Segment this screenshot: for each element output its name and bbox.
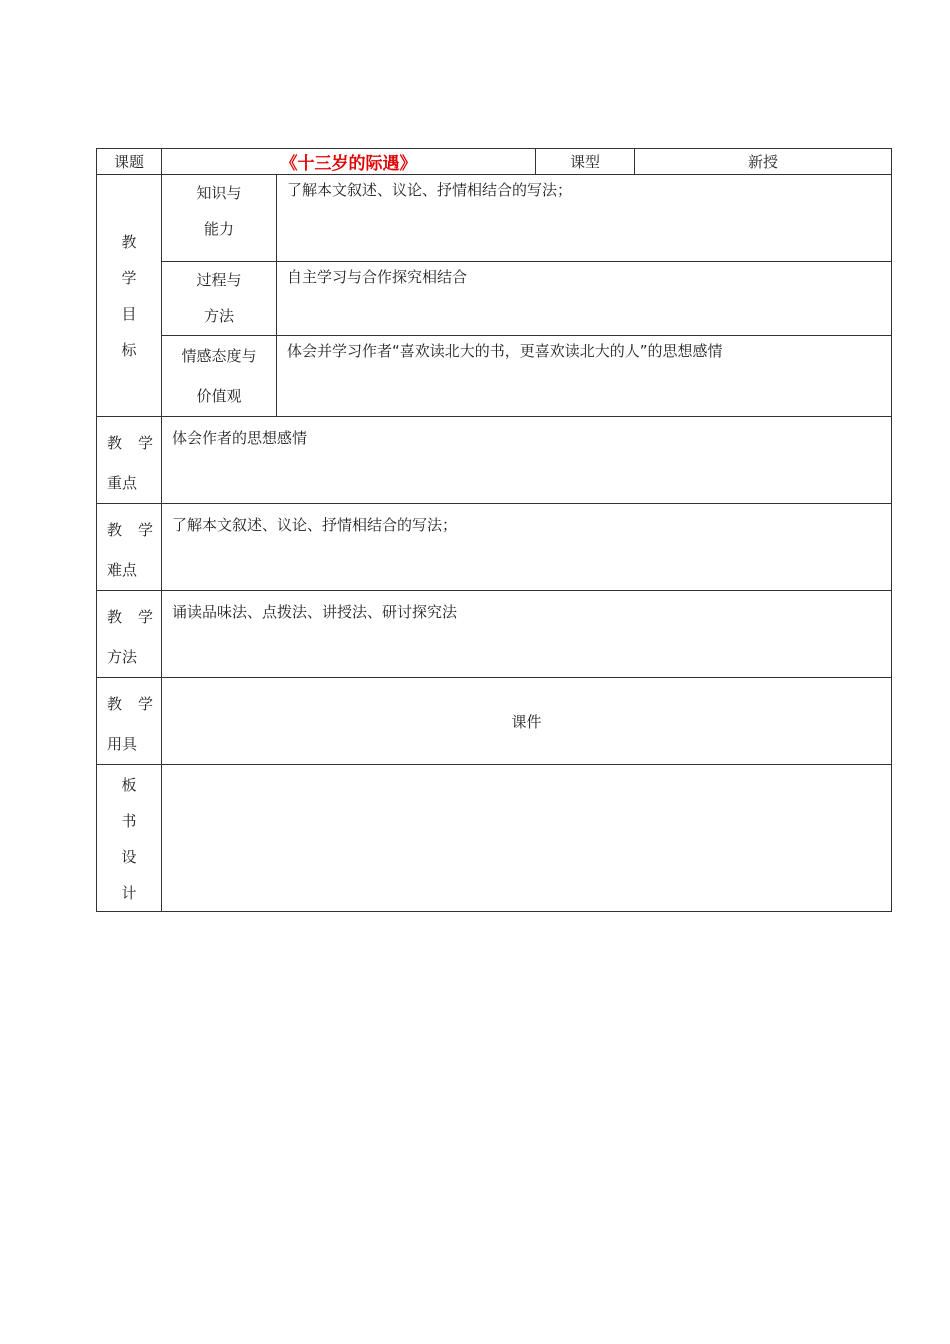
topic-label: 课题	[97, 149, 162, 175]
difficulties-text: 了解本文叙述、议论、抒情相结合的写法；	[162, 504, 892, 591]
tools-text: 课件	[162, 678, 892, 765]
label-char: 学	[137, 695, 153, 713]
objective-label-line1: 知识与	[196, 184, 242, 202]
label-char: 学	[137, 521, 153, 539]
objective-row-process	[97, 262, 892, 336]
label-char: 教	[107, 521, 123, 539]
label-line2: 方法	[107, 648, 138, 666]
board-content	[162, 765, 892, 912]
objective-text-process: 自主学习与合作探究相结合	[277, 262, 892, 336]
board-label-char: 计	[121, 884, 137, 902]
key-points-label	[97, 417, 162, 504]
objective-row-emotion	[97, 336, 892, 417]
methods-label	[97, 591, 162, 678]
objective-label-knowledge	[162, 175, 277, 262]
type-value: 新授	[635, 149, 892, 175]
difficulties-label	[97, 504, 162, 591]
objective-text-knowledge: 了解本文叙述、议论、抒情相结合的写法；	[277, 175, 892, 262]
tools-row	[97, 678, 892, 765]
objectives-label-char: 目	[121, 304, 137, 323]
board-label-char: 板	[121, 776, 137, 794]
objective-label-process	[162, 262, 277, 336]
objective-label-line1: 情感态度与	[181, 347, 257, 365]
label-char: 教	[107, 695, 123, 713]
objective-label-emotion	[162, 336, 277, 417]
key-points-row	[97, 417, 892, 504]
objectives-label-char: 标	[121, 340, 137, 359]
objectives-label-char: 教	[121, 232, 137, 251]
label-char: 教	[107, 434, 123, 452]
type-label: 课型	[536, 149, 635, 175]
objective-text-emotion: 体会并学习作者“喜欢读北大的书，更喜欢读北大的人”的思想感情	[277, 336, 892, 417]
objectives-label	[97, 175, 162, 417]
board-label-char: 设	[121, 848, 137, 866]
label-char: 教	[107, 608, 123, 626]
methods-row	[97, 591, 892, 678]
difficulties-row	[97, 504, 892, 591]
objectives-label-char: 学	[121, 268, 137, 287]
board-label-char: 书	[121, 812, 137, 830]
objective-label-line2: 价值观	[196, 387, 242, 405]
label-char: 学	[137, 434, 153, 452]
objective-label-line2: 方法	[203, 307, 234, 325]
lesson-plan-table	[96, 148, 892, 912]
tools-label	[97, 678, 162, 765]
topic-title: 《十三岁的际遇》	[162, 149, 536, 175]
label-line2: 难点	[107, 561, 138, 579]
label-line2: 用具	[107, 735, 138, 753]
methods-text: 诵读品味法、点拨法、讲授法、研讨探究法	[162, 591, 892, 678]
key-points-text: 体会作者的思想感情	[162, 417, 892, 504]
board-label	[97, 765, 162, 912]
label-line2: 重点	[107, 474, 138, 492]
board-row	[97, 765, 892, 912]
label-char: 学	[137, 608, 153, 626]
header-row	[97, 149, 892, 175]
objective-row-knowledge	[97, 175, 892, 262]
objective-label-line2: 能力	[203, 220, 234, 238]
objective-label-line1: 过程与	[196, 271, 242, 289]
